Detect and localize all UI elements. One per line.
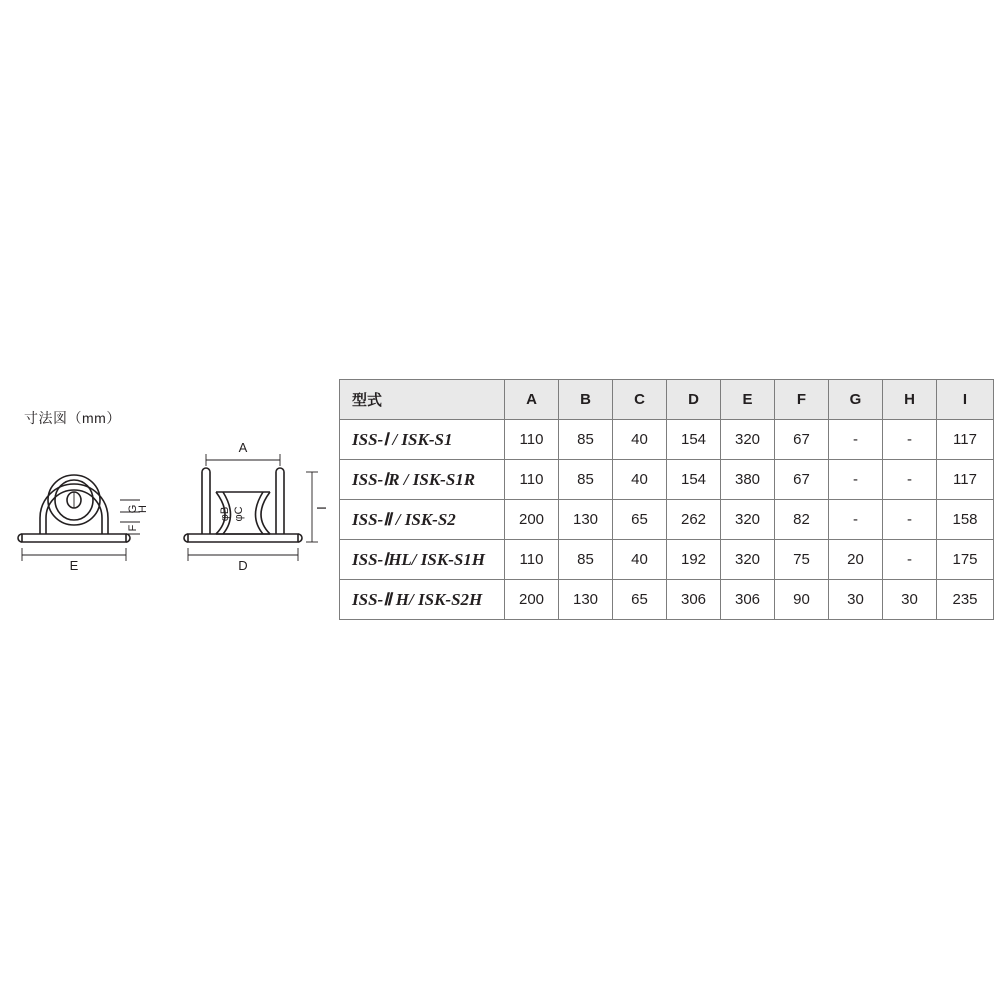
- cell-f: 90: [775, 580, 829, 620]
- front-view-label-h: H: [137, 505, 149, 513]
- cell-d: 262: [667, 500, 721, 540]
- cell-i: 117: [937, 420, 994, 460]
- header-model: 型式: [340, 380, 505, 420]
- table-row: [340, 420, 994, 460]
- front-view-figure: [10, 430, 170, 580]
- cell-h: -: [883, 460, 937, 500]
- front-view-label-g: G: [127, 504, 139, 514]
- table-row: [340, 540, 994, 580]
- cell-d: 154: [667, 460, 721, 500]
- cell-i: 158: [937, 500, 994, 540]
- cell-g: 20: [829, 540, 883, 580]
- table-row: [340, 580, 994, 620]
- cell-d: 306: [667, 580, 721, 620]
- cell-d: 154: [667, 420, 721, 460]
- cell-model: ISS-Ⅱ / ISK-S2: [340, 500, 505, 540]
- cell-f: 67: [775, 420, 829, 460]
- header-i: I: [937, 380, 994, 420]
- cell-a: 110: [505, 460, 559, 500]
- cell-i: 117: [937, 460, 994, 500]
- front-view-label-f: F: [127, 524, 139, 532]
- header-c: C: [613, 380, 667, 420]
- cell-i: 175: [937, 540, 994, 580]
- cell-g: -: [829, 500, 883, 540]
- cell-g: -: [829, 460, 883, 500]
- cell-g: 30: [829, 580, 883, 620]
- cell-e: 306: [721, 580, 775, 620]
- cell-a: 110: [505, 540, 559, 580]
- header-e: E: [721, 380, 775, 420]
- cell-c: 40: [613, 420, 667, 460]
- side-view-figure: [180, 430, 345, 580]
- side-view-label-i: I: [314, 506, 329, 510]
- cell-f: 75: [775, 540, 829, 580]
- header-f: F: [775, 380, 829, 420]
- dimension-drawing: [10, 370, 340, 630]
- cell-e: 320: [721, 420, 775, 460]
- header-b: B: [559, 380, 613, 420]
- cell-a: 200: [505, 580, 559, 620]
- cell-c: 65: [613, 580, 667, 620]
- specification-table: [339, 379, 994, 620]
- front-view-label-e: E: [69, 558, 79, 573]
- header-h: H: [883, 380, 937, 420]
- side-view-label-a: A: [238, 440, 248, 455]
- cell-b: 85: [559, 540, 613, 580]
- cell-f: 67: [775, 460, 829, 500]
- cell-i: 235: [937, 580, 994, 620]
- cell-e: 380: [721, 460, 775, 500]
- table-row: [340, 500, 994, 540]
- header-g: G: [829, 380, 883, 420]
- cell-g: -: [829, 420, 883, 460]
- side-view-label-d: D: [238, 558, 248, 573]
- side-view-label-phi-b: φB: [219, 506, 231, 522]
- cell-model: ISS-Ⅰ / ISK-S1: [340, 420, 505, 460]
- header-a: A: [505, 380, 559, 420]
- cell-a: 200: [505, 500, 559, 540]
- cell-d: 192: [667, 540, 721, 580]
- drawing-caption: 寸法図（mm）: [24, 410, 121, 426]
- cell-c: 65: [613, 500, 667, 540]
- table-header-row: [340, 380, 994, 420]
- cell-h: -: [883, 540, 937, 580]
- side-view-label-phi-c: φC: [233, 506, 245, 522]
- cell-model: ISS-Ⅱ H/ ISK-S2H: [340, 580, 505, 620]
- cell-h: -: [883, 500, 937, 540]
- cell-e: 320: [721, 540, 775, 580]
- cell-f: 82: [775, 500, 829, 540]
- cell-h: -: [883, 420, 937, 460]
- cell-b: 85: [559, 460, 613, 500]
- header-d: D: [667, 380, 721, 420]
- cell-e: 320: [721, 500, 775, 540]
- cell-h: 30: [883, 580, 937, 620]
- table-row: [340, 460, 994, 500]
- cell-a: 110: [505, 420, 559, 460]
- cell-b: 85: [559, 420, 613, 460]
- cell-model: ISS-ⅠHL/ ISK-S1H: [340, 540, 505, 580]
- cell-b: 130: [559, 500, 613, 540]
- cell-c: 40: [613, 460, 667, 500]
- cell-model: ISS-ⅠR / ISK-S1R: [340, 460, 505, 500]
- cell-b: 130: [559, 580, 613, 620]
- cell-c: 40: [613, 540, 667, 580]
